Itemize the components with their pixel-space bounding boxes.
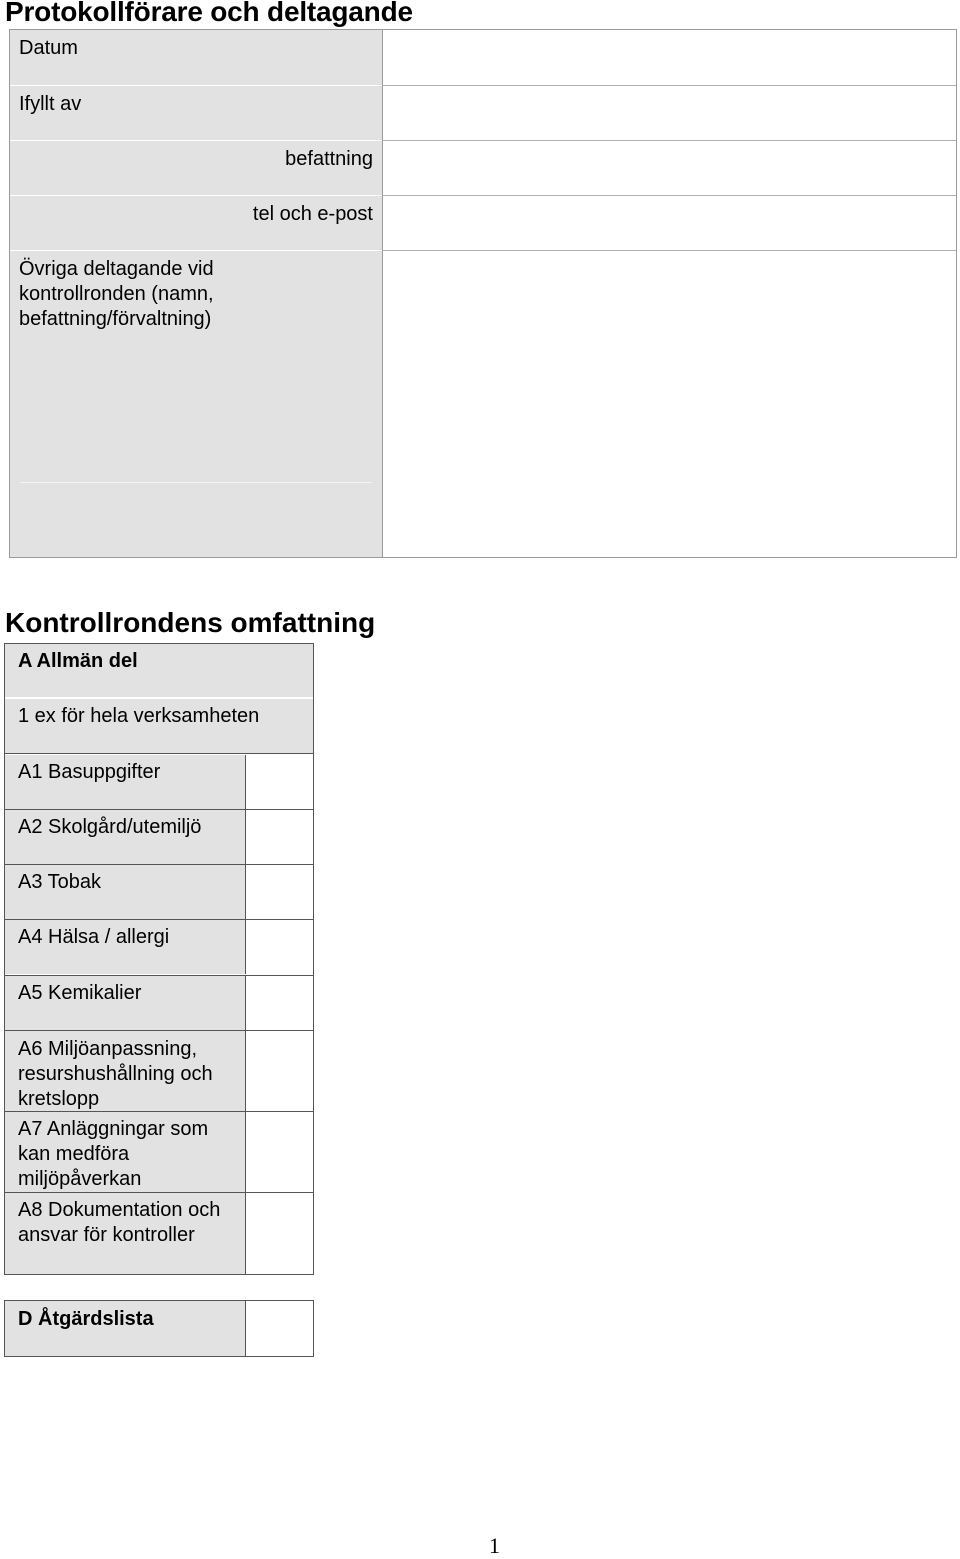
other-participants-field[interactable] (383, 251, 955, 556)
scope-title: Kontrollrondens omfattning (5, 607, 376, 638)
checkbox-a3[interactable] (245, 865, 313, 919)
page-number: 1 (489, 1533, 500, 1558)
other-participants-label: Övriga deltagande vid kontrollronden (namn, befattning/förvaltning) (19, 258, 214, 330)
date-field[interactable] (383, 31, 955, 85)
checkbox-a6[interactable] (245, 1031, 313, 1111)
contact-field[interactable] (383, 196, 955, 250)
checkbox-a1[interactable] (245, 755, 313, 809)
contact-label: tel och e-post (252, 203, 373, 225)
checkbox-a5[interactable] (245, 976, 313, 1030)
group-note: 1 ex för hela verksamheten (5, 699, 313, 754)
checkbox-a8[interactable] (245, 1193, 313, 1274)
action-list-checkbox[interactable] (245, 1301, 313, 1356)
date-label: Datum (19, 37, 78, 59)
filled-by-field[interactable] (383, 86, 955, 140)
position-label: befattning (285, 148, 373, 170)
position-field[interactable] (383, 141, 955, 195)
group-header: A Allmän del (5, 644, 313, 698)
scope-item-a5: A5 Kemikalier (5, 976, 245, 1030)
action-list-label: D Åtgärdslista (5, 1301, 245, 1356)
checkbox-a4[interactable] (245, 920, 313, 974)
scope-item-a4: A4 Hälsa / allergi (5, 920, 245, 974)
scope-item-a3: A3 Tobak (5, 865, 245, 919)
scope-item-a6: A6 Miljöanpassning, resurshushållning och kretslopp (5, 1031, 245, 1111)
filled-by-label: Ifyllt av (19, 93, 82, 115)
scope-item-a1: A1 Basuppgifter (5, 755, 245, 809)
scope-item-a7: A7 Anläggningar som kan medföra miljöpåverkan (5, 1112, 245, 1192)
checkbox-a2[interactable] (245, 810, 313, 864)
checkbox-a7[interactable] (245, 1112, 313, 1192)
scope-item-a2: A2 Skolgård/utemiljö (5, 810, 245, 864)
page-title: Protokollförare och deltagande (5, 0, 413, 27)
scope-item-a8: A8 Dokumentation och ansvar för kontroller (5, 1193, 245, 1274)
